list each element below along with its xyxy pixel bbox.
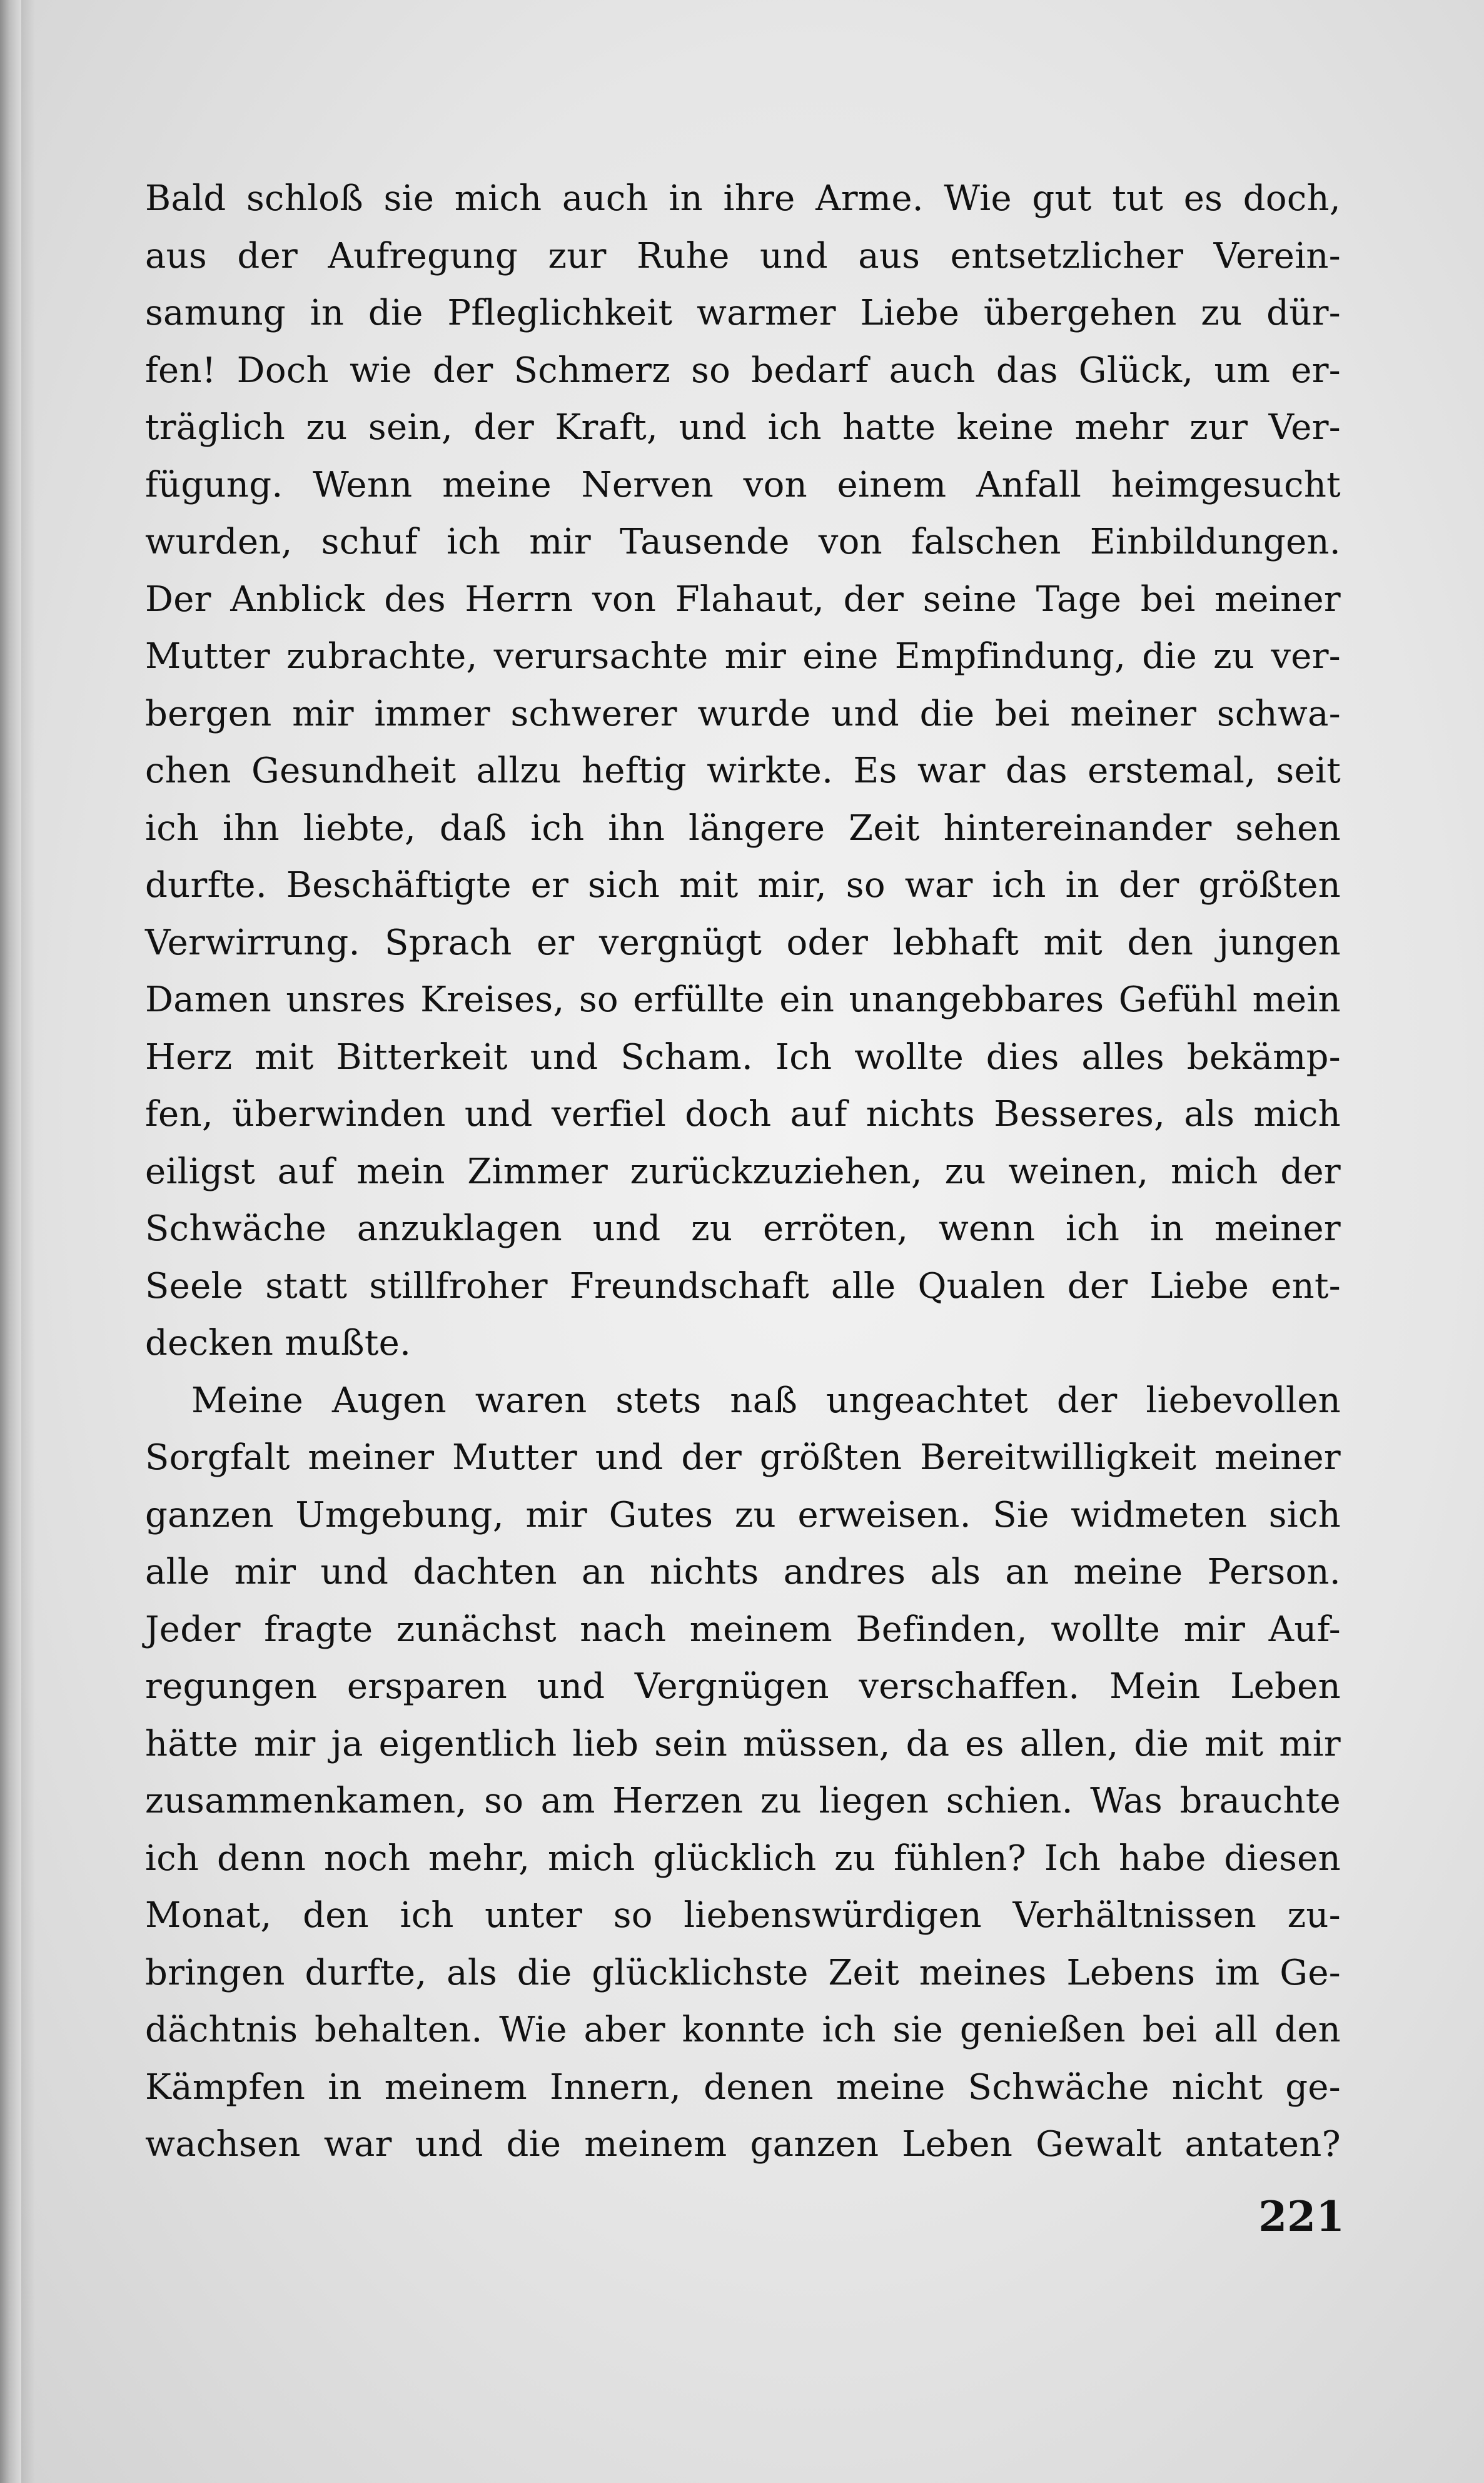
gutter-shadow [21,0,35,2483]
text-line: durfte. Beschäftigte er sich mit mir, so war ich in der größten [145,865,1341,906]
text-line: Jeder fragte zunächst nach meinem Befinden, wollte mir Auf- [145,1609,1341,1650]
page-left-edge [0,0,21,2483]
text-line: Kämpfen in meinem Innern, denen meine Schwäche nicht ge- [145,2066,1341,2108]
text-line: alle mir und dachten an nichts andres als an meine Person. [145,1552,1341,1592]
text-line: ich ihn liebte, daß ich ihn längere Zeit hintereinander sehen [145,807,1341,849]
text-line: regungen ersparen und Vergnügen verschaffen. Mein Leben [145,1666,1341,1707]
text-line: wachsen war und die meinem ganzen Leben Gewalt antaten? [145,2124,1341,2165]
text-line: Bald schloß sie mich auch in ihre Arme. Wie gut tut es doch, [145,178,1341,219]
text-line: Schwäche anzuklagen und zu erröten, wenn ich in meiner [145,1208,1341,1249]
text-line: Meine Augen waren stets naß ungeachtet der liebevollen [191,1380,1341,1421]
text-line: Der Anblick des Herrn von Flahaut, der seine Tage bei meiner [145,579,1341,620]
text-line: bringen durfte, als die glücklichste Zeit meines Lebens im Ge- [145,1952,1341,1993]
text-line: ganzen Umgebung, mir Gutes zu erweisen. Sie widmeten sich [145,1494,1341,1535]
text-line: decken mußte. [145,1323,411,1363]
text-line: Sorgfalt meiner Mutter und der größten Bereitwilligkeit meiner [145,1437,1341,1478]
text-line: dächtnis behalten. Wie aber konnte ich sie genießen bei all den [145,2010,1341,2050]
text-line: bergen mir immer schwerer wurde und die bei meiner schwa- [145,693,1341,734]
text-line: Damen unsres Kreises, so erfüllte ein unangebbares Gefühl mein [145,979,1341,1020]
text-line: zusammenkamen, so am Herzen zu liegen schien. Was brauchte [145,1781,1341,1821]
text-line: wurden, schuf ich mir Tausende von falschen Einbildungen. [145,522,1341,562]
text-line: fen, überwinden und verfiel doch auf nichts Besseres, als mich [145,1094,1341,1135]
text-line: träglich zu sein, der Kraft, und ich hatte keine mehr zur Ver- [145,407,1341,448]
text-line: Herz mit Bitterkeit und Scham. Ich wollte dies alles bekämp- [145,1036,1341,1078]
text-line: fügung. Wenn meine Nerven von einem Anfall heimgesucht [145,464,1341,505]
text-line: samung in die Pfleglichkeit warmer Liebe übergehen zu dür- [145,293,1341,333]
text-line: Seele statt stillfroher Freundschaft alle Qualen der Liebe ent- [145,1265,1341,1307]
text-line: eiligst auf mein Zimmer zurückzuziehen, zu weinen, mich der [145,1151,1341,1192]
text-line: Verwirrung. Sprach er vergnügt oder lebhaft mit den jungen [145,922,1341,963]
text-line: Mutter zubrachte, verursachte mir eine Empfindung, die zu ver- [145,636,1341,677]
body-text [145,170,1341,2173]
text-line: aus der Aufregung zur Ruhe und aus entsetzlicher Verein- [145,235,1341,276]
text-line: ich denn noch mehr, mich glücklich zu fühlen? Ich habe diesen [145,1838,1341,1879]
page-number: 221 [1258,2192,1345,2241]
text-line: hätte mir ja eigentlich lieb sein müssen, da es allen, die mit mir [145,1723,1341,1764]
text-line: Monat, den ich unter so liebenswürdigen Verhältnissen zu- [145,1895,1341,1936]
text-line: fen! Doch wie der Schmerz so bedarf auch das Glück, um er- [145,350,1341,391]
text-line: chen Gesundheit allzu heftig wirkte. Es war das erstemal, seit [145,751,1341,791]
